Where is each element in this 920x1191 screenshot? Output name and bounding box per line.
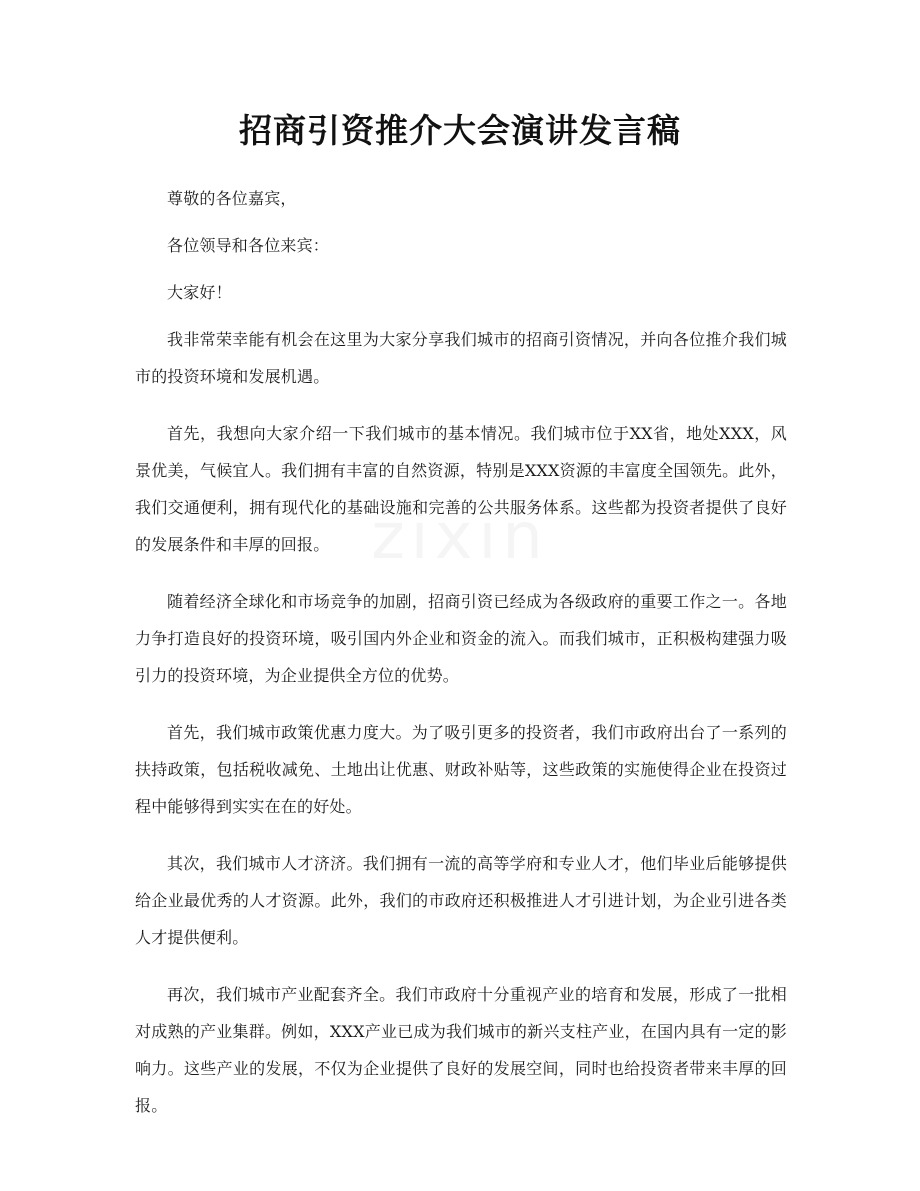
- paragraph-city-overview: 首先，我想向大家介绍一下我们城市的基本情况。我们城市位于XX省，地处XXX，风景优美，气候宜人。我们拥有丰富的自然资源，特别是XXX资源的丰富度全国领先。此外，我们交通便利，拥有现代化的基础设施和完善的公共服务体系。这些都为投资者提供了良好的发展条件和丰厚的回报。: [135, 424, 787, 554]
- salutation-leaders: 各位领导和各位来宾：: [167, 236, 330, 255]
- document-title: 招商引资推介大会演讲发言稿: [239, 111, 681, 150]
- salutation-guests: 尊敬的各位嘉宾，: [167, 189, 297, 208]
- paragraph-industry: 再次，我们城市产业配套齐全。我们市政府十分重视产业的培育和发展，形成了一批相对成熟的产业集群。例如，XXX产业已成为我们城市的新兴支柱产业，在国内具有一定的影响力。这些产业的发展，不仅为企业提供了良好的发展空间，同时也给投资者带来丰厚的回报。: [135, 985, 787, 1115]
- paragraph-intro: 我非常荣幸能有机会在这里为大家分享我们城市的招商引资情况，并向各位推介我们城市的投资环境和发展机遇。: [135, 330, 787, 386]
- paragraph-investment-environment: 随着经济全球化和市场竞争的加剧，招商引资已经成为各级政府的重要工作之一。各地力争打造良好的投资环境，吸引国内外企业和资金的流入。而我们城市，正积极构建强力吸引力的投资环境，为企业提供全方位的优势。: [135, 592, 787, 685]
- paragraph-talent: 其次，我们城市人才济济。我们拥有一流的高等学府和专业人才，他们毕业后能够提供给企业最优秀的人才资源。此外，我们的市政府还积极推进人才引进计划，为企业引进各类人才提供便利。: [135, 854, 787, 947]
- salutation-greeting: 大家好！: [167, 283, 232, 302]
- paragraph-policy: 首先，我们城市政策优惠力度大。为了吸引更多的投资者，我们市政府出台了一系列的扶持政策，包括税收减免、土地出让优惠、财政补贴等，这些政策的实施使得企业在投资过程中能够得到实实在在的好处。: [135, 723, 787, 816]
- document-body: [135, 180, 787, 1144]
- watermark: zixin: [371, 500, 549, 574]
